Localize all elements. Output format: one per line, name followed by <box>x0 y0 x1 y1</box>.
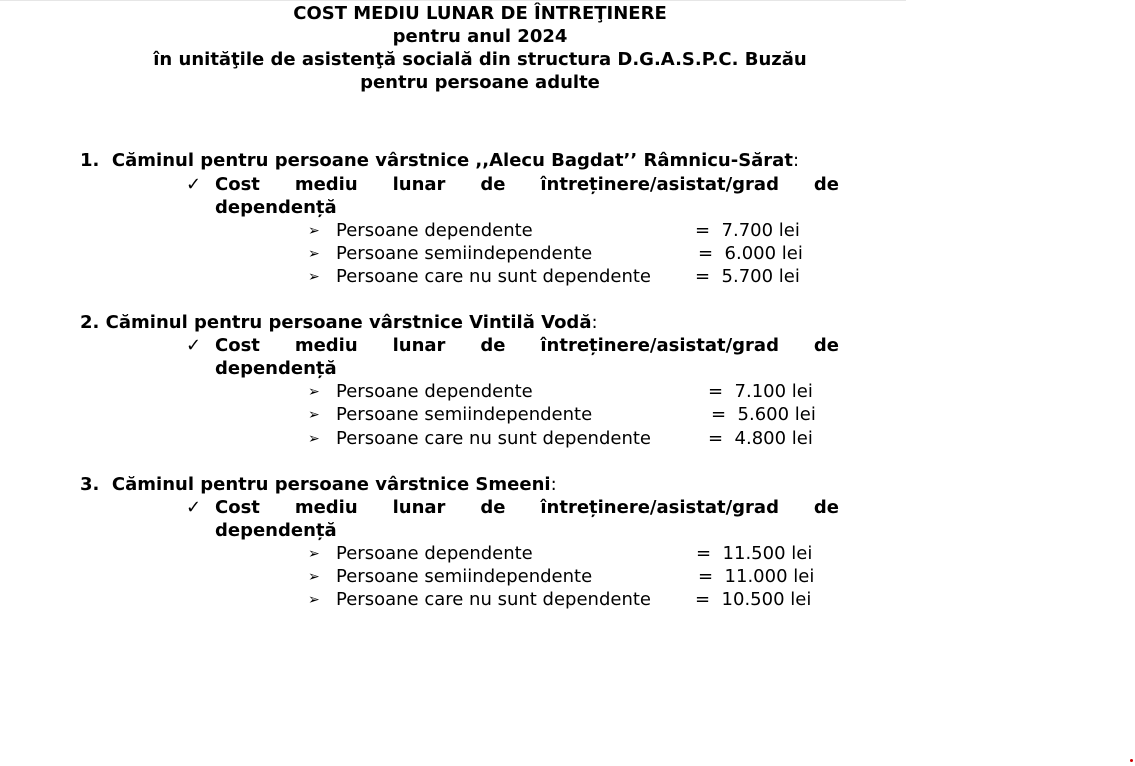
equals-sign: = <box>696 543 712 564</box>
header-year: pentru anul 2024 <box>392 26 568 47</box>
value-text: 5.700 lei <box>721 266 800 287</box>
section-2-title <box>80 311 598 334</box>
list-item <box>308 565 592 589</box>
cost-word: Cost <box>215 174 260 195</box>
value-text: 7.700 lei <box>721 220 800 241</box>
cost-heading-line <box>215 496 839 519</box>
checkmark-icon: ✓ <box>186 174 202 195</box>
cost-word: întreținere/asistat/grad <box>540 335 779 356</box>
list-item <box>308 380 533 404</box>
equals-sign: = <box>698 243 714 264</box>
item-label: Persoane semiindependente <box>336 404 593 425</box>
section-3-title <box>80 473 557 496</box>
cost-word: mediu <box>294 497 358 518</box>
value-text: 5.600 lei <box>737 404 816 425</box>
list-item <box>308 427 651 451</box>
list-item <box>308 542 533 566</box>
item-value <box>695 265 800 288</box>
cost-word: mediu <box>294 174 358 195</box>
equals-sign: = <box>708 381 724 402</box>
cost-word: de <box>813 335 839 356</box>
item-label: Persoane care nu sunt dependente <box>336 428 651 449</box>
arrow-bullet-icon: ➢ <box>308 223 320 239</box>
cost-word: de <box>480 174 506 195</box>
header-title: COST MEDIU LUNAR DE ÎNTREŢINERE <box>293 3 667 24</box>
cost-word: întreținere/asistat/grad <box>540 497 779 518</box>
arrow-bullet-icon: ➢ <box>308 384 320 400</box>
arrow-bullet-icon: ➢ <box>308 269 320 285</box>
red-dot-mark <box>1130 759 1133 762</box>
section-name: Căminul pentru persoane vârstnice Vintilă Vodă <box>105 312 592 333</box>
checkmark-icon: ✓ <box>186 497 202 518</box>
cost-heading-line <box>215 173 839 196</box>
section-1-title <box>80 149 799 172</box>
section-colon: : <box>792 150 800 171</box>
item-value <box>698 565 814 588</box>
equals-sign: = <box>698 566 714 587</box>
equals-sign: = <box>708 428 724 449</box>
arrow-bullet-icon: ➢ <box>308 546 320 562</box>
item-label: Persoane semiindependente <box>336 566 593 587</box>
item-label: Persoane dependente <box>336 220 533 241</box>
item-label: Persoane dependente <box>336 381 533 402</box>
cost-word: lunar <box>392 497 446 518</box>
arrow-bullet-icon: ➢ <box>308 431 320 447</box>
list-item <box>308 219 533 243</box>
section-name: Căminul pentru persoane vârstnice Smeeni <box>111 474 551 495</box>
cost-word: întreținere/asistat/grad <box>540 174 779 195</box>
value-text: 4.800 lei <box>734 428 813 449</box>
cost-word: Cost <box>215 335 260 356</box>
arrow-bullet-icon: ➢ <box>308 592 320 608</box>
section-name: Căminul pentru persoane vârstnice ,,Alecu Bagdat’’ Râmnicu-Sărat <box>111 150 793 171</box>
item-value <box>708 427 813 450</box>
top-rule <box>0 0 906 1</box>
item-label: Persoane care nu sunt dependente <box>336 266 651 287</box>
item-value <box>711 403 816 426</box>
value-text: 6.000 lei <box>724 243 803 264</box>
arrow-bullet-icon: ➢ <box>308 569 320 585</box>
cost-heading-line <box>215 334 839 357</box>
header-target: pentru persoane adulte <box>360 72 600 93</box>
section-colon: : <box>591 312 598 333</box>
cost-word: Cost <box>215 497 260 518</box>
cost-heading-wrap: dependență <box>215 520 337 541</box>
value-text: 11.500 lei <box>722 543 813 564</box>
arrow-bullet-icon: ➢ <box>308 246 320 262</box>
cost-word: de <box>813 174 839 195</box>
document-header <box>30 2 930 94</box>
equals-sign: = <box>695 589 711 610</box>
cost-word: mediu <box>294 335 358 356</box>
item-value <box>695 219 800 242</box>
cost-word: lunar <box>392 174 446 195</box>
cost-word: de <box>813 497 839 518</box>
value-text: 7.100 lei <box>734 381 813 402</box>
list-item <box>308 588 651 612</box>
cost-heading-wrap: dependență <box>215 197 337 218</box>
item-value <box>698 242 803 265</box>
list-item <box>308 265 651 289</box>
section-number: 2. <box>80 312 100 333</box>
section-number: 1. <box>80 150 100 171</box>
value-text: 10.500 lei <box>721 589 812 610</box>
section-colon: : <box>550 474 557 495</box>
item-label: Persoane dependente <box>336 543 533 564</box>
item-value <box>696 542 812 565</box>
cost-word: de <box>480 497 506 518</box>
cost-heading-wrap: dependență <box>215 358 337 379</box>
list-item <box>308 403 592 427</box>
equals-sign: = <box>695 220 711 241</box>
section-number: 3. <box>80 474 100 495</box>
equals-sign: = <box>711 404 727 425</box>
cost-word: lunar <box>392 335 446 356</box>
checkmark-icon: ✓ <box>186 335 202 356</box>
item-value <box>708 380 813 403</box>
item-value <box>695 588 811 611</box>
value-text: 11.000 lei <box>724 566 815 587</box>
header-scope: în unităţile de asistenţă socială din structura D.G.A.S.P.C. Buzău <box>153 49 807 70</box>
item-label: Persoane care nu sunt dependente <box>336 589 651 610</box>
item-label: Persoane semiindependente <box>336 243 593 264</box>
list-item <box>308 242 592 266</box>
equals-sign: = <box>695 266 711 287</box>
cost-word: de <box>480 335 506 356</box>
arrow-bullet-icon: ➢ <box>308 407 320 423</box>
